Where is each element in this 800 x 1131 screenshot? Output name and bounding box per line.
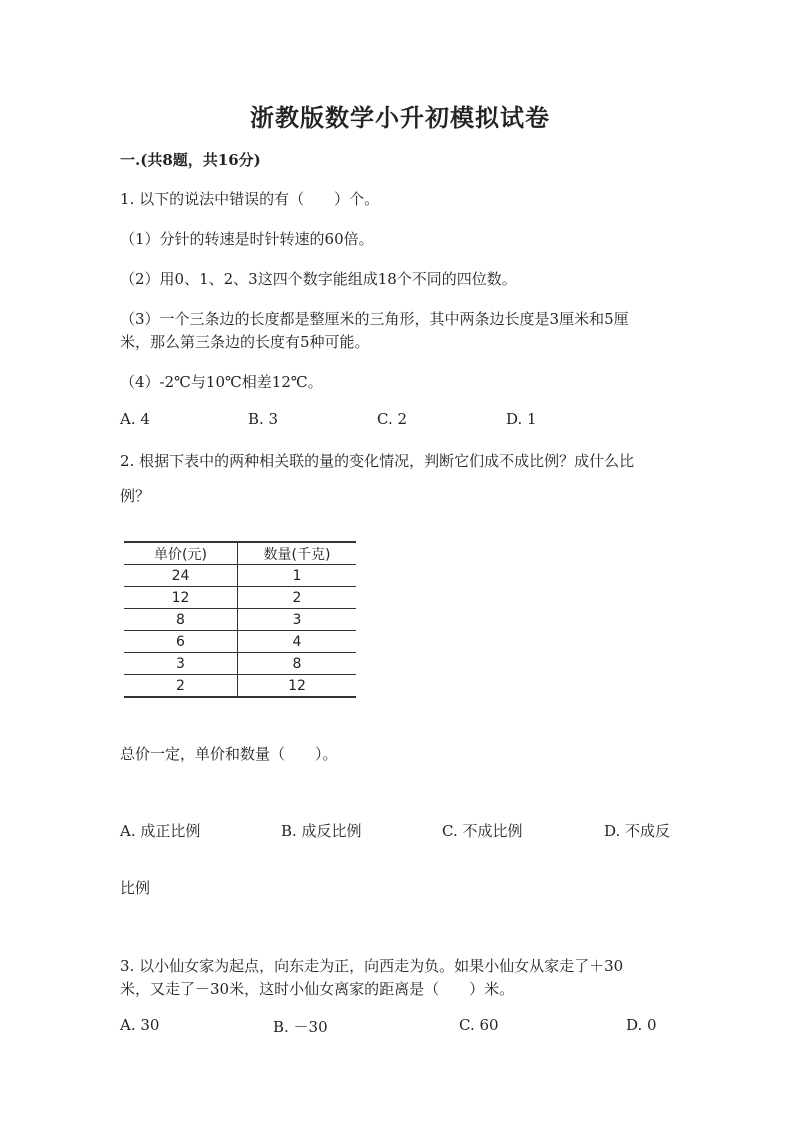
cell-unit-price: 6 <box>124 631 238 653</box>
q3-option-d: D. 0 <box>626 1016 657 1034</box>
table-header-row <box>124 542 356 565</box>
header-quantity: 数量(千克) <box>238 542 357 565</box>
q1-statement-3-line2: 米，那么第三条边的长度有5种可能。 <box>120 333 370 351</box>
q1-statement-2: （2）用0、1、2、3这四个数字能组成18个不同的四位数。 <box>120 270 517 288</box>
cell-unit-price: 12 <box>124 587 238 609</box>
q2-prompt: 总价一定，单价和数量（ ）。 <box>120 745 338 763</box>
cell-quantity: 1 <box>238 565 357 587</box>
cell-unit-price: 24 <box>124 565 238 587</box>
q3-option-c: C. 60 <box>459 1016 499 1034</box>
q3-stem-line2: 米，又走了－30米，这时小仙女离家的距离是（ ）米。 <box>120 980 515 998</box>
q1-statement-1: （1）分针的转速是时针转速的60倍。 <box>120 230 374 248</box>
price-quantity-table <box>124 541 356 698</box>
q1-option-d: D. 1 <box>506 410 537 428</box>
cell-unit-price: 3 <box>124 653 238 675</box>
cell-quantity: 2 <box>238 587 357 609</box>
cell-quantity: 12 <box>238 675 357 698</box>
table-row <box>124 587 356 609</box>
table-row <box>124 631 356 653</box>
cell-quantity: 3 <box>238 609 357 631</box>
q2-option-d-wrap: 比例 <box>120 879 151 897</box>
section-heading: 一.(共8题，共16分) <box>120 151 261 169</box>
q1-option-b: B. 3 <box>248 410 279 428</box>
q2-option-c: C. 不成比例 <box>442 822 523 840</box>
cell-unit-price: 2 <box>124 675 238 698</box>
q3-option-b: B. －30 <box>273 1018 328 1036</box>
q3-stem-line1: 3. 以小仙女家为起点，向东走为正，向西走为负。如果小仙女从家走了＋30 <box>120 957 624 975</box>
q1-statement-3-line1: （3）一个三条边的长度都是整厘米的三角形，其中两条边长度是3厘米和5厘 <box>120 310 629 328</box>
q2-stem-line1: 2. 根据下表中的两种相关联的量的变化情况，判断它们成不成比例？成什么比 <box>120 452 635 470</box>
q3-option-a: A. 30 <box>120 1016 160 1034</box>
q1-statement-4: （4）-2℃与10℃相差12℃。 <box>120 373 323 391</box>
q2-option-a: A. 成正比例 <box>120 822 201 840</box>
cell-quantity: 8 <box>238 653 357 675</box>
q1-stem: 1. 以下的说法中错误的有（ ）个。 <box>120 190 380 208</box>
q2-option-b: B. 成反比例 <box>281 822 362 840</box>
table-row <box>124 565 356 587</box>
q2-stem-line2: 例？ <box>120 487 151 505</box>
cell-quantity: 4 <box>238 631 357 653</box>
page-title: 浙教版数学小升初模拟试卷 <box>250 103 550 132</box>
q1-option-a: A. 4 <box>120 410 150 428</box>
header-unit-price: 单价(元) <box>124 542 238 565</box>
table-row <box>124 609 356 631</box>
q1-option-c: C. 2 <box>377 410 408 428</box>
table-row <box>124 675 356 698</box>
cell-unit-price: 8 <box>124 609 238 631</box>
table-row <box>124 653 356 675</box>
q2-option-d: D. 不成反 <box>604 822 671 840</box>
